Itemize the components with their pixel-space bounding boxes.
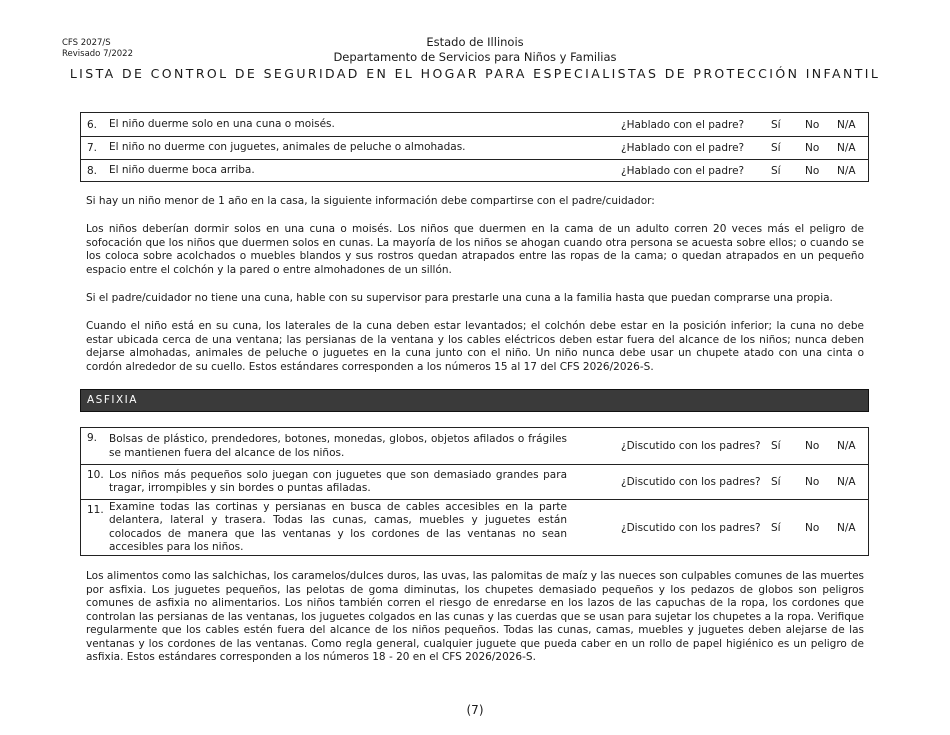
section-header-asphyxia: ASFIXIA [80,389,869,412]
discussed-question: ¿Hablado con el padre? [621,164,745,177]
asphyxia-paragraph: Los alimentos como las salchichas, los caramelos/dulces duros, las uvas, las palomitas de maíz y las nueces son culpables comunes de las muertes por asfixia. Los juguetes pequeños, las pelotas de goma diminutas, los chupetes demasiado pequeños y los pedazos de globos son peligros comunes de asfixia no alimentarios. Los niños también corren el riesgo de enredarse en los lazos de las capuchas de la ropa, los cordones que controlan las persianas de las ventanas, los juguetes colgados en las cunas y las cuerdas que se usan para sujetar los chupetes a la ropa. Verifique regularmente que los cables estén fuera del alcance de los niños pequeños. Todas las cunas, camas, muebles y juguetes deben alejarse de las ventanas y los cordones de las ventanas. Como regla general, cualquier juguete que pueda caber en un rollo de papel higiénico es un peligro de asfixia. Estos estándares corresponden a los números 18 - 20 en el CFS 2026/2026-S. [86,570,864,663]
answer-no[interactable]: No [805,118,820,131]
answer-na[interactable]: N/A [837,142,856,154]
answer-no[interactable]: No [805,142,820,154]
item-text: El niño duerme boca arriba. [109,163,255,176]
form-code: CFS 2027/S [62,38,111,48]
answer-na[interactable]: N/A [837,118,856,131]
checklist-row-11 [81,499,868,555]
revision-date: Revisado 7/2022 [62,49,133,59]
crib-safety-paragraph: Cuando el niño está en su cuna, los laterales de la cuna deben estar levantados; el colchón debe estar en la posición inferior; la cuna no debe estar ubicada cerca de una ventana; las persianas de la ventana y los cables eléctricos deben estar fuera del alcance de los niños; nunca deben dejarse almohadas, animales de peluche o juguetes en la cuna junto con el niño. Un niño nunca debe usar un chupete atado con una cinta o cordón alrededor de su cuello. Estos estándares corresponden a los números 15 al 17 del CFS 2026/2026-S. [86,320,864,373]
item-text: Los niños más pequeños solo juegan con juguetes que son demasiado grandes para tragar, irrompibles y sin bordes o puntas afiladas. [109,468,567,494]
item-number: 8. [87,164,98,177]
item-text: Bolsas de plástico, prendedores, botones, monedas, globos, objetos afilados o frágiles se mantienen fuera del alcance de los niños. [109,433,567,459]
item-number: 11. [87,504,104,516]
answer-no[interactable]: No [805,476,820,488]
answer-yes[interactable]: Sí [771,440,781,452]
department-name: Departamento de Servicios para Niños y Familias [333,50,617,64]
asphyxia-checklist-table [80,427,869,556]
sleep-checklist-table [80,112,869,182]
answer-yes[interactable]: Sí [771,142,781,154]
discussed-question: ¿Discutido con los padres? [621,440,761,452]
answer-yes[interactable]: Sí [771,164,781,177]
item-text: Examine todas las cortinas y persianas en busca de cables accesibles en la parte delantera, lateral y trasera. Todas las cunas, camas, muebles y juguetes están colocados de manera que las ventanas y los cordones de las ventanas no sean accesibles para los niños. [109,500,567,553]
answer-no[interactable]: No [805,521,820,534]
safe-sleep-paragraph: Los niños deberían dormir solos en una cuna o moisés. Los niños que duermen en la cama de un adulto corren 20 veces más el peligro de sofocación que los niños que duermen solos en cunas. La mayoría de los niños se ahogan cuando otra persona se acuesta sobre ellos; o cuando se los coloca sobre acolchados o muebles blandos y sus rostros quedan atrapados entre las ropas de la cama; o quedan atrapados en un pequeño espacio entre el colchón y la pared o entre almohadones de un sillón. [86,223,864,276]
answer-na[interactable]: N/A [837,521,856,534]
state-name: Estado de Illinois [426,35,524,49]
discussed-question: ¿Hablado con el padre? [621,142,745,154]
checklist-row-6 [81,113,868,136]
intro-paragraph: Si hay un niño menor de 1 año en la casa, la siguiente información debe compartirse con el padre/cuidador: [86,195,655,207]
discussed-question: ¿Hablado con el padre? [621,118,745,131]
discussed-question: ¿Discutido con los padres? [621,521,761,534]
checklist-row-9 [81,428,868,464]
checklist-row-7 [81,136,868,159]
item-number: 7. [87,142,98,154]
answer-yes[interactable]: Sí [771,521,781,534]
checklist-row-8 [81,159,868,181]
answer-na[interactable]: N/A [837,476,856,488]
answer-na[interactable]: N/A [837,440,856,452]
item-number: 6. [87,118,98,131]
answer-yes[interactable]: Sí [771,476,781,488]
item-number: 9. [87,432,98,444]
item-text: El niño no duerme con juguetes, animales de peluche o almohadas. [109,141,466,154]
answer-yes[interactable]: Sí [771,118,781,131]
checklist-row-10 [81,464,868,499]
item-number: 10. [87,469,104,481]
crib-loan-paragraph: Si el padre/cuidador no tiene una cuna, hable con su supervisor para prestarle una cuna a la familia hasta que puedan comprarse una propia. [86,292,833,304]
answer-na[interactable]: N/A [837,164,856,177]
answer-no[interactable]: No [805,440,820,452]
page-number: (7) [466,703,484,717]
answer-no[interactable]: No [805,164,820,177]
page-title: LISTA DE CONTROL DE SEGURIDAD EN EL HOGAR PARA ESPECIALISTAS DE PROTECCIÓN INFANTIL [69,66,881,81]
item-text: El niño duerme solo en una cuna o moisés. [109,117,335,130]
discussed-question: ¿Discutido con los padres? [621,476,761,488]
